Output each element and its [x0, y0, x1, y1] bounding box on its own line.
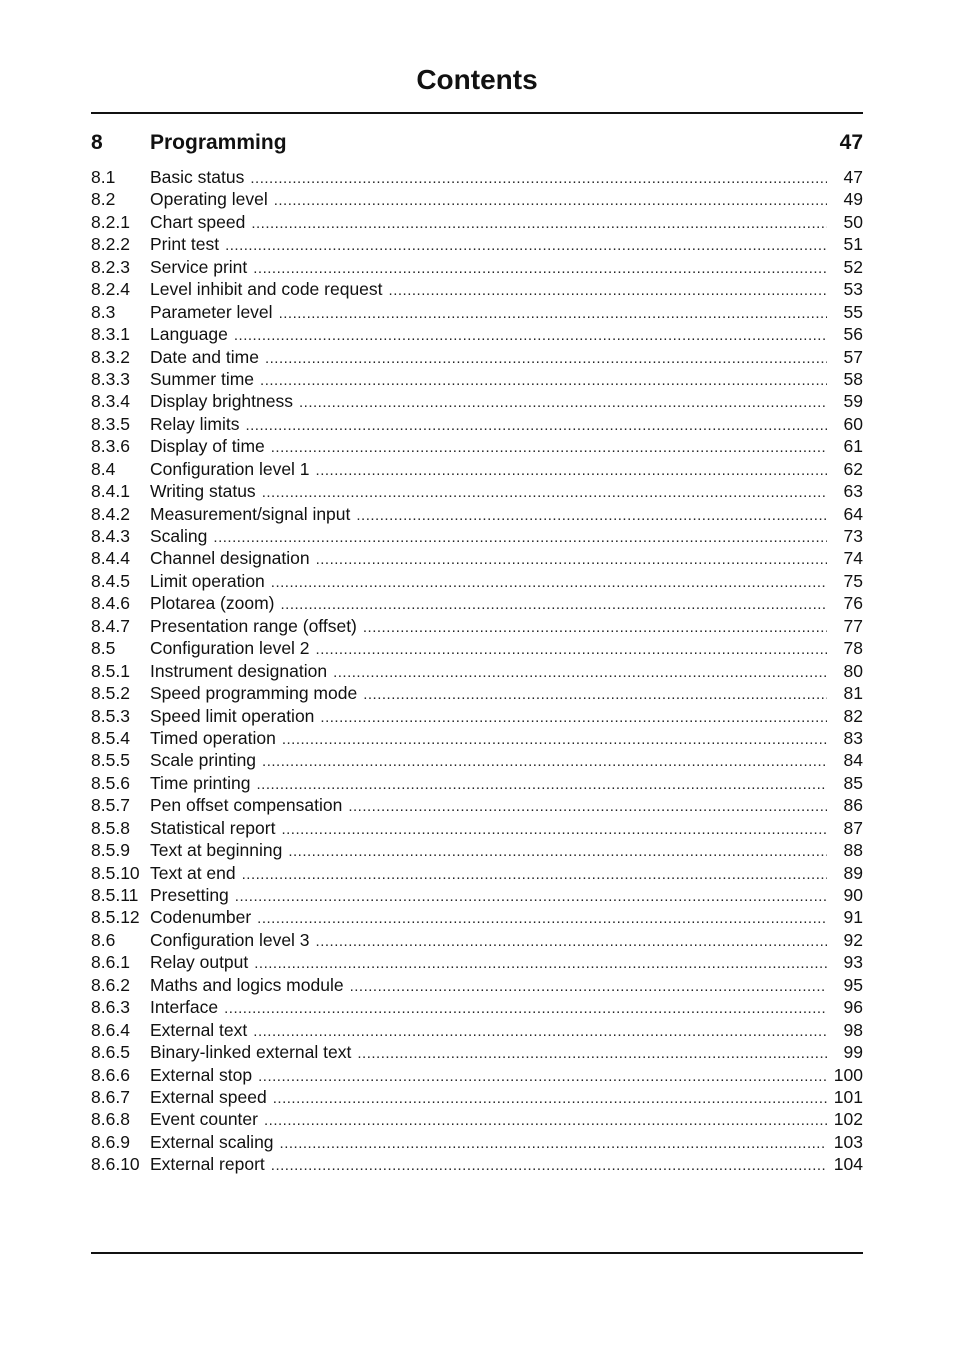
toc-entry-body [150, 323, 863, 347]
toc-entry-page-number: 95 [843, 974, 863, 995]
toc-entry-body [150, 525, 863, 549]
toc-dot-leader [253, 1021, 827, 1043]
toc-entry-number: 8.6.4 [91, 1019, 130, 1040]
toc-entry-body [150, 458, 863, 482]
toc-entry-page-number: 53 [843, 279, 863, 300]
toc-entry[interactable] [91, 727, 863, 749]
toc-entry-page-number: 102 [833, 1109, 863, 1130]
toc-entry-number: 8.4 [91, 458, 116, 479]
toc-entry-body [150, 1153, 863, 1177]
toc-entry-number: 8.2.4 [91, 279, 130, 300]
toc-entry[interactable] [91, 1019, 863, 1041]
toc-entry-body [150, 503, 863, 527]
toc-entry[interactable] [91, 794, 863, 816]
toc-entry[interactable] [91, 346, 863, 368]
toc-entry-body [150, 705, 863, 729]
toc-entry[interactable] [91, 1108, 863, 1130]
toc-dot-leader [253, 258, 827, 280]
toc-entry-number: 8.6.5 [91, 1042, 130, 1063]
toc-entry-title: Summer time [150, 368, 255, 389]
toc-entry-title: Configuration level 3 [150, 929, 310, 950]
toc-entry-page-number: 85 [843, 772, 863, 793]
toc-entry-page-number: 82 [843, 705, 863, 726]
toc-entry-body [150, 660, 863, 684]
toc-entry-title: Statistical report [150, 817, 276, 838]
toc-entry-page-number: 84 [843, 750, 863, 771]
toc-entry[interactable] [91, 592, 863, 614]
toc-entry-number: 8.6.7 [91, 1086, 130, 1107]
toc-entry-title: Text at end [150, 862, 236, 883]
toc-entry[interactable] [91, 390, 863, 412]
toc-entry-number: 8.5.11 [91, 885, 139, 905]
toc-entry-body [150, 727, 863, 751]
chapter-page-number: 47 [839, 131, 863, 154]
top-divider [91, 112, 863, 114]
toc-entry-number: 8.2.2 [91, 234, 130, 255]
toc-entry-title: Parameter level [150, 301, 273, 322]
toc-entry-body [150, 256, 863, 280]
toc-dot-leader [356, 505, 827, 527]
toc-entry[interactable] [91, 503, 863, 525]
toc-entry[interactable] [91, 278, 863, 300]
toc-entry[interactable] [91, 884, 863, 906]
toc-entry-body [150, 413, 863, 437]
toc-entry[interactable] [91, 749, 863, 771]
toc-dot-leader [363, 617, 827, 639]
toc-entry-number: 8.5.8 [91, 817, 130, 838]
toc-dot-leader [250, 168, 827, 190]
toc-entry-title: Timed operation [150, 727, 276, 748]
toc-dot-leader [348, 796, 827, 818]
toc-entry-page-number: 62 [843, 458, 863, 479]
toc-entry-body [150, 435, 863, 459]
toc-entry-title: Operating level [150, 189, 268, 210]
toc-entry-number: 8.4.2 [91, 503, 130, 524]
toc-entry-number: 8.3 [91, 301, 116, 322]
chapter-title: Programming [150, 131, 287, 154]
toc-dot-leader [271, 437, 827, 459]
toc-entry-body [150, 570, 863, 594]
toc-entry-page-number: 100 [833, 1064, 863, 1085]
toc-dot-leader [262, 482, 827, 504]
toc-dot-leader [245, 415, 827, 437]
toc-entry-title: Text at beginning [150, 840, 283, 861]
toc-entry-body [150, 884, 863, 908]
toc-entry-number: 8.6.10 [91, 1154, 140, 1175]
toc-entry[interactable] [91, 570, 863, 592]
toc-entry-title: Presetting [150, 885, 229, 905]
toc-entry-body [150, 862, 863, 886]
toc-entry-body [150, 346, 863, 370]
toc-entry-title: Writing status [150, 481, 256, 502]
toc-dot-leader [389, 280, 827, 302]
toc-entry-title: External speed [150, 1086, 267, 1107]
toc-entry[interactable] [91, 525, 863, 547]
toc-entry-page-number: 57 [843, 346, 863, 367]
chapter-heading[interactable] [91, 128, 863, 158]
toc-entry-page-number: 55 [843, 301, 863, 322]
toc-entry-title: External report [150, 1154, 265, 1175]
toc-entry[interactable] [91, 301, 863, 323]
toc-entry-title: Channel designation [150, 548, 310, 569]
toc-entry-page-number: 96 [843, 997, 863, 1018]
toc-entry-page-number: 98 [843, 1019, 863, 1040]
toc-entry-page-number: 60 [843, 413, 863, 434]
toc-entry[interactable] [91, 951, 863, 973]
toc-entry-body [150, 166, 863, 190]
toc-entry-number: 8.4.6 [91, 593, 130, 614]
toc-entry-title: Service print [150, 256, 248, 277]
toc-entry-page-number: 51 [843, 234, 863, 255]
toc-entry-page-number: 86 [843, 795, 863, 816]
toc-entry-body [150, 996, 863, 1020]
toc-entry[interactable] [91, 1064, 863, 1086]
toc-entry-body [150, 301, 863, 325]
toc-entry-title: Scale printing [150, 750, 257, 771]
toc-dot-leader [316, 931, 827, 953]
toc-entry-body [150, 794, 863, 818]
toc-entry-title: Scaling [150, 526, 208, 546]
toc-entry-title: Speed programming mode [150, 683, 358, 704]
toc-entry-body [150, 951, 863, 975]
toc-dot-leader [254, 953, 827, 975]
chapter-number: 8 [91, 131, 103, 154]
toc-dot-leader [316, 460, 827, 482]
toc-dot-leader [251, 213, 827, 235]
toc-entry-title: Speed limit operation [150, 705, 315, 726]
toc-entry-number: 8.3.1 [91, 324, 130, 345]
toc-entry-page-number: 50 [843, 211, 863, 232]
toc-entry-body [150, 1086, 863, 1110]
toc-entry[interactable] [91, 637, 863, 659]
toc-entry[interactable] [91, 906, 863, 928]
toc-entry-body [150, 592, 863, 616]
toc-entry-title: Level inhibit and code request [150, 279, 383, 300]
toc-dot-leader [363, 684, 827, 706]
toc-entry-number: 8.3.3 [91, 368, 130, 389]
toc-list [91, 166, 863, 1176]
toc-entry-page-number: 93 [843, 952, 863, 973]
toc-entry-page-number: 59 [843, 391, 863, 412]
toc-dot-leader [316, 549, 827, 571]
toc-entry-number: 8.4.1 [91, 481, 130, 502]
toc-entry-number: 8.3.6 [91, 436, 130, 457]
toc-entry[interactable] [91, 817, 863, 839]
toc-entry-page-number: 83 [843, 727, 863, 748]
toc-entry-body [150, 906, 863, 930]
toc-entry-number: 8.5.3 [91, 705, 130, 726]
toc-dot-leader [271, 572, 827, 594]
toc-entry-title: Display brightness [150, 391, 293, 412]
toc-entry-title: Limit operation [150, 570, 265, 591]
toc-entry-page-number: 101 [833, 1086, 863, 1107]
toc-entry-page-number: 58 [843, 368, 863, 389]
toc-dot-leader [242, 864, 827, 886]
toc-entry-body [150, 615, 863, 639]
toc-entry-page-number: 47 [843, 167, 863, 187]
toc-entry[interactable] [91, 435, 863, 457]
toc-entry-number: 8.3.5 [91, 413, 130, 434]
toc-dot-leader [264, 1110, 827, 1132]
toc-entry[interactable] [91, 166, 863, 188]
toc-entry-number: 8.6.3 [91, 997, 130, 1018]
toc-entry-title: Chart speed [150, 211, 246, 232]
toc-dot-leader [281, 594, 828, 616]
toc-entry-title: External scaling [150, 1131, 274, 1152]
toc-entry-body [150, 1019, 863, 1043]
toc-entry-title: Codenumber [150, 907, 252, 928]
toc-entry[interactable] [91, 929, 863, 951]
toc-entry-page-number: 91 [843, 907, 863, 928]
toc-entry-body [150, 1064, 863, 1088]
toc-entry-title: Relay limits [150, 413, 240, 434]
toc-entry-body [150, 233, 863, 257]
toc-entry-page-number: 90 [843, 885, 863, 905]
toc-dot-leader [350, 976, 827, 998]
toc-entry-title: Basic status [150, 167, 245, 187]
toc-dot-leader [333, 662, 827, 684]
toc-entry-body [150, 1108, 863, 1132]
toc-entry[interactable] [91, 1131, 863, 1153]
toc-entry[interactable] [91, 682, 863, 704]
toc-entry-body [150, 368, 863, 392]
toc-entry-title: Configuration level 2 [150, 638, 310, 659]
toc-entry-number: 8.3.4 [91, 391, 130, 412]
toc-entry-number: 8.2 [91, 189, 116, 210]
toc-entry-title: Time printing [150, 772, 251, 793]
toc-entry[interactable] [91, 480, 863, 502]
toc-entry-number: 8.5.1 [91, 660, 130, 681]
toc-entry-number: 8.5.7 [91, 795, 130, 816]
toc-entry-number: 8.6.2 [91, 974, 130, 995]
toc-entry-number: 8.6.1 [91, 952, 130, 973]
page-title: Contents [416, 64, 538, 95]
toc-dot-leader [320, 707, 827, 729]
toc-dot-leader [258, 1066, 827, 1088]
toc-entry-page-number: 92 [843, 929, 863, 950]
toc-entry-title: Maths and logics module [150, 974, 344, 995]
toc-entry-page-number: 56 [843, 324, 863, 345]
toc-entry-page-number: 81 [843, 683, 863, 704]
toc-entry[interactable] [91, 705, 863, 727]
toc-entry-number: 8.5.12 [91, 907, 140, 928]
toc-entry[interactable] [91, 615, 863, 637]
toc-entry-number: 8.5.10 [91, 862, 140, 883]
toc-entry-number: 8.4.5 [91, 570, 130, 591]
toc-entry-number: 8.5.9 [91, 840, 130, 861]
toc-dot-leader [235, 886, 827, 908]
toc-entry-number: 8.3.2 [91, 346, 130, 367]
toc-entry-number: 8.5.4 [91, 727, 130, 748]
toc-entry-body [150, 547, 863, 571]
toc-entry-title: Print test [150, 234, 220, 255]
toc-dot-leader [213, 527, 827, 549]
toc-entry[interactable] [91, 256, 863, 278]
toc-entry[interactable] [91, 368, 863, 390]
toc-entry-body [150, 480, 863, 504]
toc-entry[interactable] [91, 413, 863, 435]
toc-entry[interactable] [91, 1153, 863, 1175]
toc-dot-leader [357, 1043, 827, 1065]
toc-dot-leader [224, 998, 827, 1020]
toc-entry-page-number: 104 [833, 1154, 863, 1175]
toc-entry-page-number: 75 [843, 570, 863, 591]
toc-entry-number: 8.6 [91, 929, 116, 950]
toc-entry[interactable] [91, 772, 863, 794]
toc-entry[interactable] [91, 233, 863, 255]
toc-dot-leader [274, 190, 827, 212]
toc-entry-number: 8.4.4 [91, 548, 130, 569]
toc-entry-body [150, 682, 863, 706]
toc-dot-leader [299, 392, 827, 414]
toc-entry-number: 8.2.3 [91, 256, 130, 277]
toc-entry-title: Date and time [150, 346, 259, 367]
toc-entry-title: Plotarea (zoom) [150, 593, 275, 614]
toc-dot-leader [257, 908, 827, 930]
toc-entry-page-number: 89 [843, 862, 863, 883]
toc-entry-page-number: 76 [843, 593, 863, 614]
toc-entry-title: Measurement/signal input [150, 503, 351, 524]
toc-entry[interactable] [91, 660, 863, 682]
toc-entry-title: Binary-linked external text [150, 1042, 352, 1063]
toc-entry-title: Relay output [150, 952, 249, 973]
toc-entry-number: 8.6.9 [91, 1131, 130, 1152]
toc-entry-body [150, 637, 863, 661]
toc-entry-title: Presentation range (offset) [150, 615, 357, 636]
toc-dot-leader [265, 348, 827, 370]
toc-entry-body [150, 929, 863, 953]
toc-entry-title: Pen offset compensation [150, 795, 343, 816]
bottom-divider [91, 1252, 863, 1254]
toc-entry-body [150, 817, 863, 841]
toc-entry-title: Event counter [150, 1109, 258, 1130]
toc-entry-title: Display of time [150, 436, 265, 457]
toc-entry[interactable] [91, 974, 863, 996]
toc-entry-page-number: 64 [843, 503, 863, 524]
toc-entry-body [150, 749, 863, 773]
toc-entry-number: 8.5.6 [91, 772, 130, 793]
toc-entry-body [150, 278, 863, 302]
toc-entry-page-number: 74 [843, 548, 863, 569]
toc-entry-body [150, 188, 863, 212]
toc-entry-page-number: 88 [843, 840, 863, 861]
toc-entry-page-number: 49 [843, 189, 863, 210]
toc-entry-title: External text [150, 1019, 248, 1040]
toc-dot-leader [234, 325, 827, 347]
toc-entry[interactable] [91, 188, 863, 210]
toc-dot-leader [262, 751, 827, 773]
toc-entry-page-number: 52 [843, 256, 863, 277]
toc-dot-leader [316, 639, 827, 661]
toc-entry[interactable] [91, 996, 863, 1018]
toc-entry-page-number: 87 [843, 817, 863, 838]
toc-entry-number: 8.5.2 [91, 683, 130, 704]
toc-entry-title: External stop [150, 1064, 253, 1085]
toc-entry-page-number: 103 [833, 1131, 863, 1152]
toc-entry-title: Interface [150, 997, 219, 1018]
toc-dot-leader [225, 235, 827, 257]
toc-entry[interactable] [91, 547, 863, 569]
toc-entry-page-number: 99 [843, 1042, 863, 1063]
toc-entry-body [150, 1041, 863, 1065]
toc-entry-body [150, 772, 863, 796]
toc-entry-number: 8.4.3 [91, 526, 130, 546]
toc-entry-number: 8.6.6 [91, 1064, 130, 1085]
toc-entry[interactable] [91, 1041, 863, 1063]
toc-entry-page-number: 63 [843, 481, 863, 502]
toc-dot-leader [260, 370, 827, 392]
toc-entry[interactable] [91, 323, 863, 345]
toc-entry[interactable] [91, 1086, 863, 1108]
toc-dot-leader [280, 1133, 827, 1155]
toc-entry-number: 8.2.1 [91, 211, 130, 232]
toc-dot-leader [279, 303, 827, 325]
toc-entry-number: 8.4.7 [91, 615, 130, 636]
toc-entry-page-number: 78 [843, 638, 863, 659]
toc-entry-number: 8.5 [91, 638, 116, 659]
toc-dot-leader [281, 819, 827, 841]
toc-entry-title: Language [150, 324, 228, 345]
toc-entry-title: Instrument designation [150, 660, 328, 681]
toc-entry-page-number: 77 [843, 615, 863, 636]
toc-entry[interactable] [91, 211, 863, 233]
toc-entry-page-number: 80 [843, 660, 863, 681]
toc-entry-page-number: 61 [843, 436, 863, 457]
toc-dot-leader [288, 841, 827, 863]
toc-entry-body [150, 390, 863, 414]
toc-entry-number: 8.5.5 [91, 750, 130, 771]
toc-entry-number: 8.6.8 [91, 1109, 130, 1130]
toc-dot-leader [273, 1088, 827, 1110]
toc-dot-leader [257, 774, 828, 796]
toc-entry-title: Configuration level 1 [150, 458, 310, 479]
toc-entry-body [150, 1131, 863, 1155]
toc-entry-number: 8.1 [91, 167, 116, 187]
toc-entry[interactable] [91, 862, 863, 884]
toc-entry[interactable] [91, 839, 863, 861]
toc-entry-body [150, 974, 863, 998]
toc-dot-leader [282, 729, 827, 751]
toc-entry-body [150, 211, 863, 235]
toc-entry[interactable] [91, 458, 863, 480]
toc-dot-leader [271, 1155, 827, 1177]
toc-entry-body [150, 839, 863, 863]
toc-entry-page-number: 73 [843, 526, 863, 546]
